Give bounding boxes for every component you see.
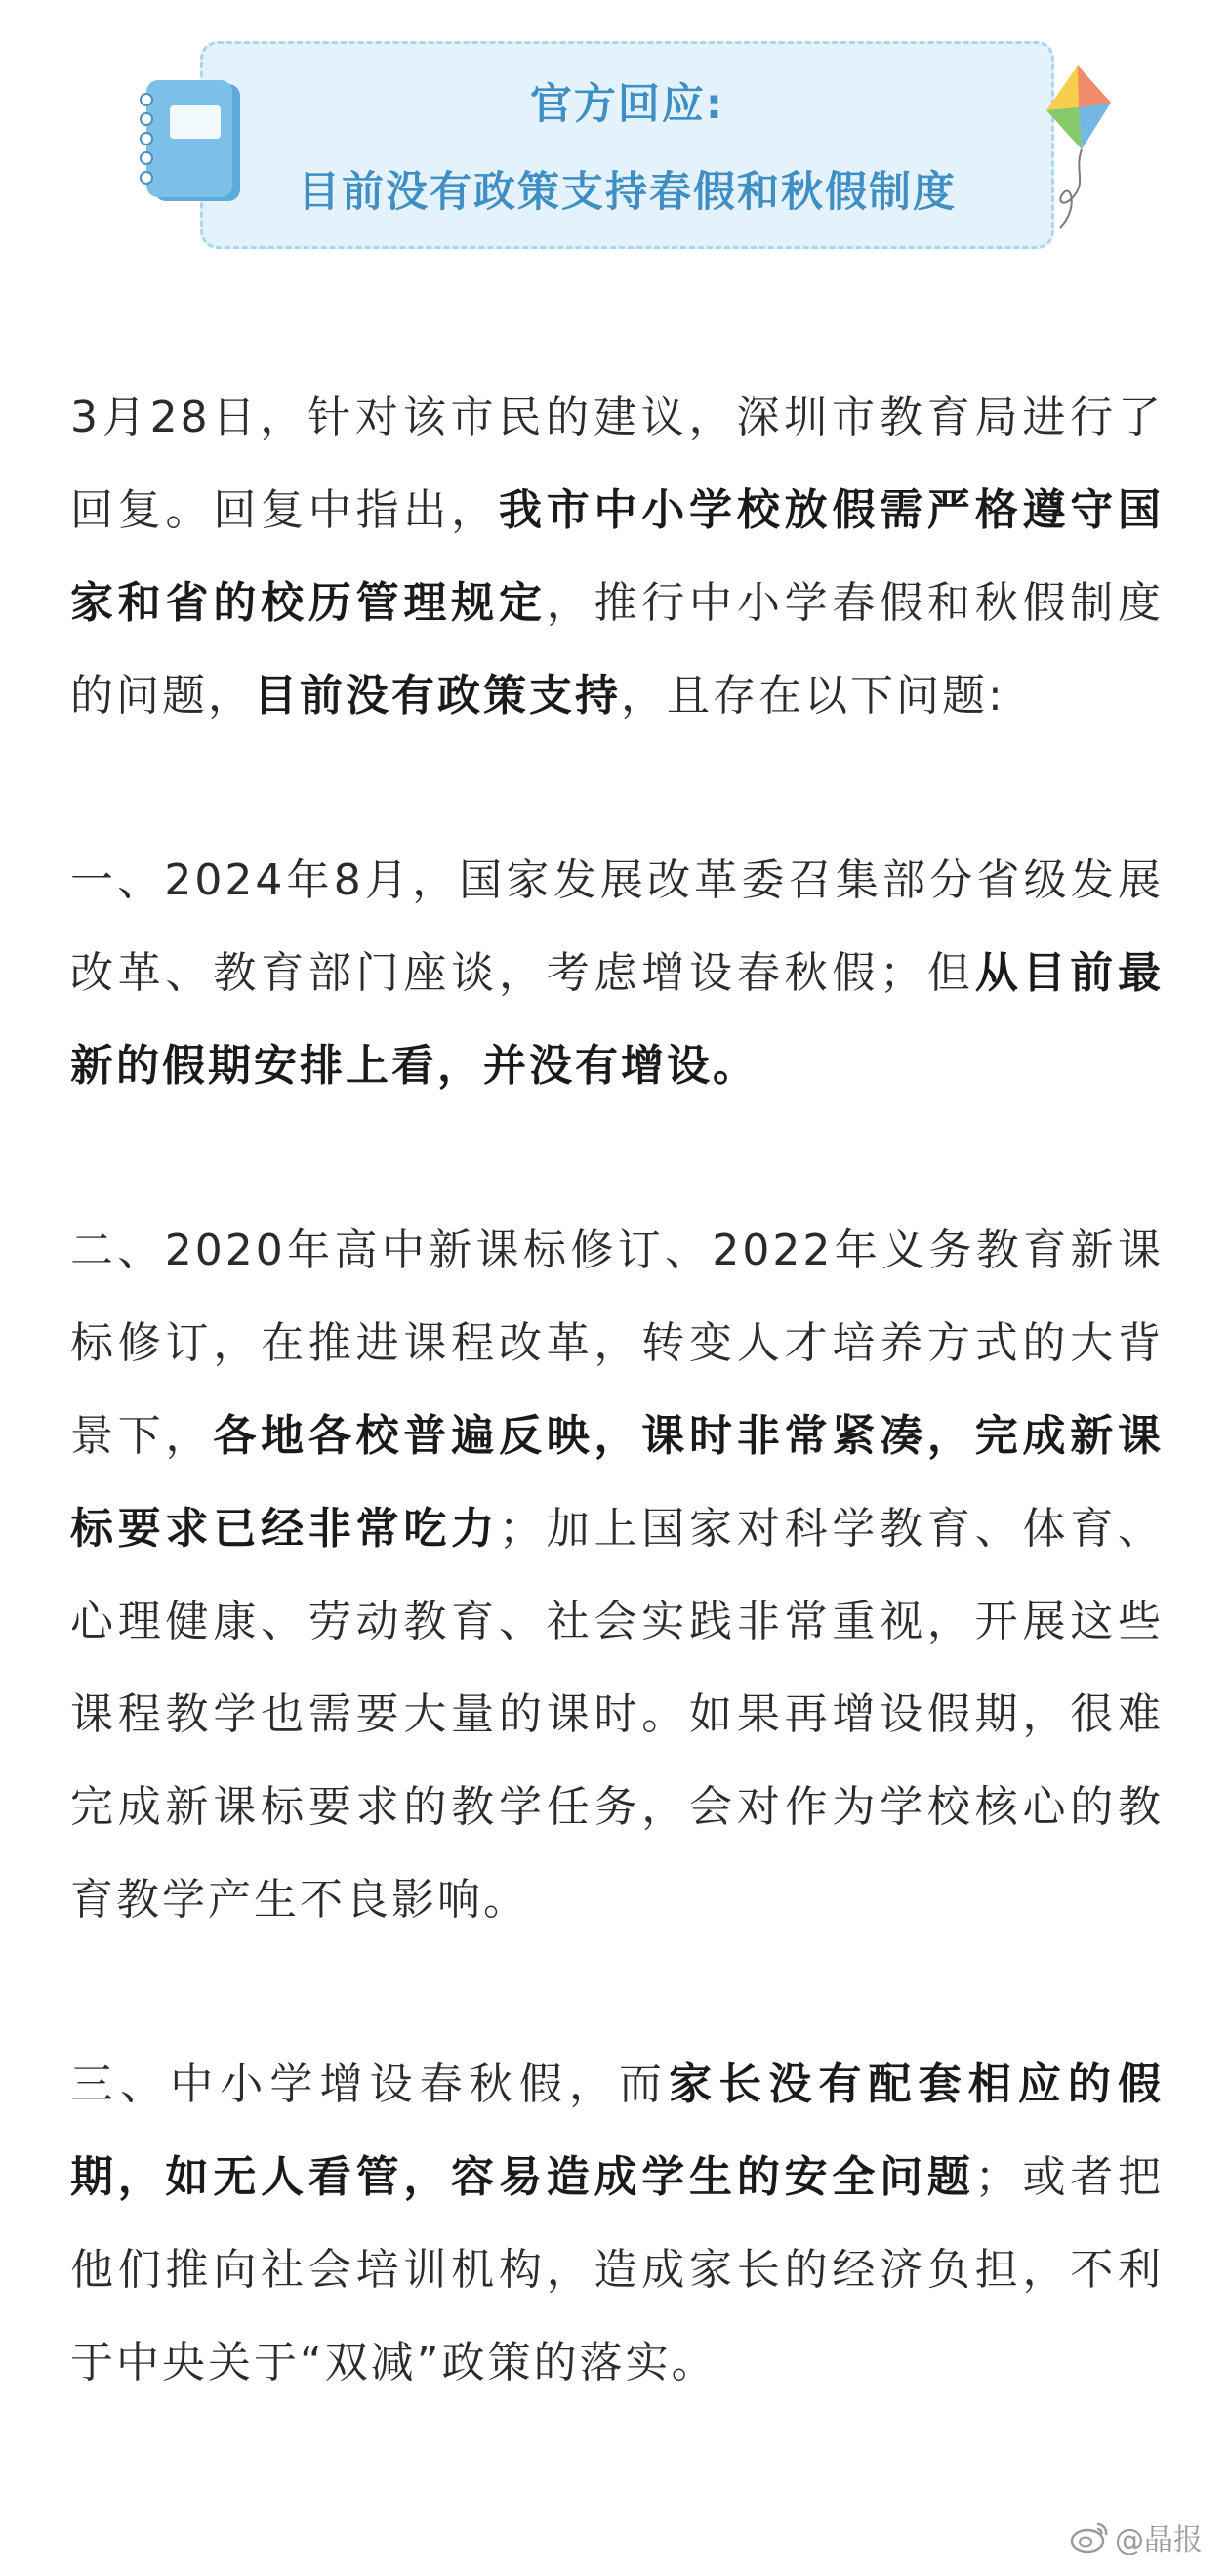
emphasis-text: 我市中小学校放假需严格遵守国家和省的校历管理规定 (70, 485, 1165, 628)
paragraph-point-one (70, 834, 1164, 1112)
body-text: 3月28日，针对该市民的建议，深圳市教育局进行了回复。回复中指出， (70, 393, 1164, 535)
title-banner (200, 41, 1054, 249)
banner-title-line1: 官方回应: (529, 80, 725, 129)
body-text: 三、中小学增设春秋假，而 (70, 2059, 670, 2109)
paragraph-point-two (70, 1204, 1164, 1946)
emphasis-text: 目前没有政策支持 (254, 671, 621, 721)
watermark-text: @晶报 (1115, 2523, 1203, 2557)
body-text: ；加上国家对科学教育、体育、心理健康、劳动教育、社会实践非常重视，开展这些课程教学也需要大量的课时。如果再增设假期，很难完成新课标要求的教学任务，会对作为学校核心的教育教学产生不良影响。 (70, 1504, 1165, 1925)
notebook-icon (137, 78, 246, 209)
emphasis-text: 家长没有配套相应的假期，如无人看管，容易造成学生的安全问题 (70, 2059, 1165, 2202)
body-text: ，推行中小学春假和秋假制度的问题， (70, 578, 1165, 721)
emphasis-text: 从目前最新的假期安排上看，并没有增设。 (70, 948, 1165, 1091)
kite-icon (1017, 63, 1115, 231)
source-watermark (1070, 2517, 1203, 2556)
article-body (70, 371, 1164, 2501)
paragraph-intro (70, 371, 1164, 742)
body-text: 二、2020年高中新课标修订、2022年义务教育新课标修订，在推进课程改革，转变人才培养方式的大背景下， (70, 1226, 1164, 1461)
banner-title-line2: 目前没有政策支持春假和秋假制度 (298, 168, 957, 217)
body-text: ，且存在以下问题: (621, 671, 1005, 721)
body-text: 一、2024年8月，国家发展改革委召集部分省级发展改革、教育部门座谈，考虑增设春秋假；但 (70, 855, 1164, 998)
body-text: ；或者把他们推向社会培训机构，造成家长的经济负担，不利于中央关于“双减”政策的落实。 (70, 2152, 1165, 2388)
paragraph-point-three (70, 2038, 1164, 2409)
emphasis-text: 各地各校普遍反映，课时非常紧凑，完成新课标要求已经非常吃力 (70, 1411, 1165, 1554)
weibo-icon (1070, 2520, 1109, 2554)
